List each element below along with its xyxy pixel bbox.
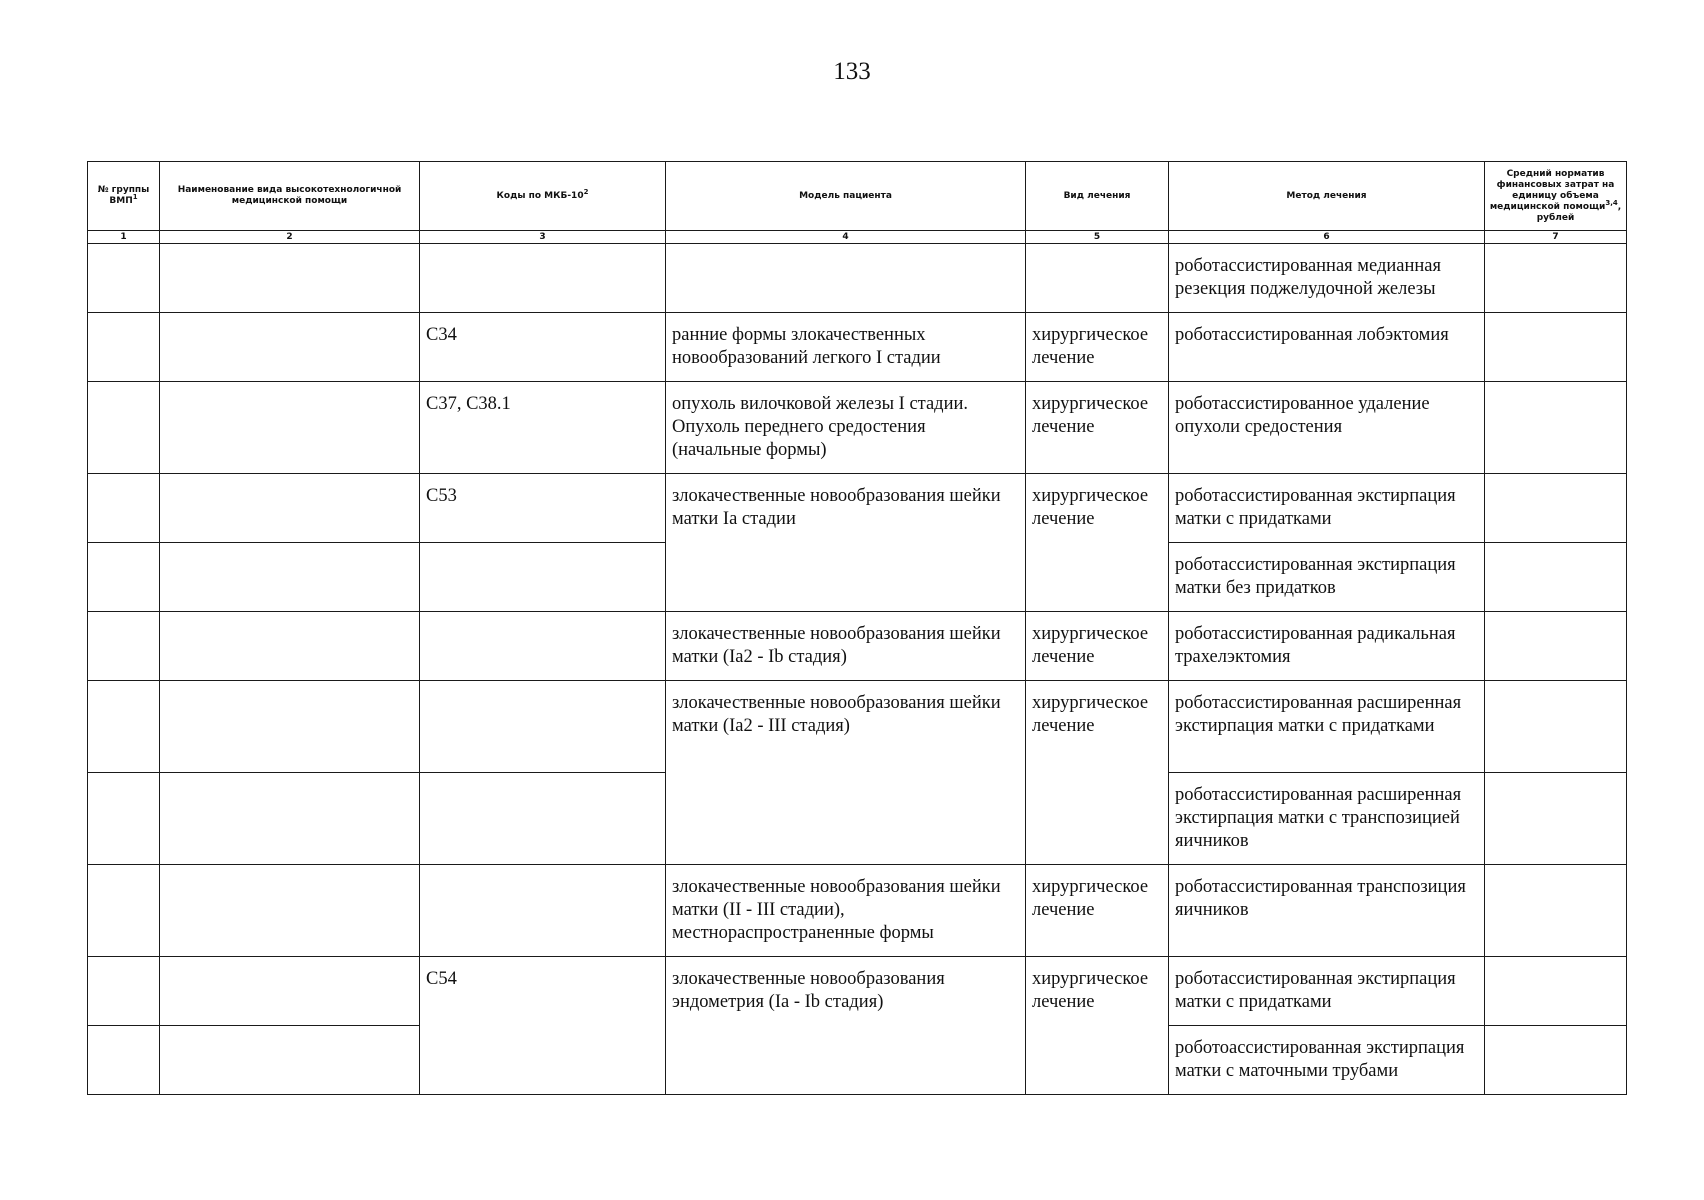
group-number-cell bbox=[88, 382, 160, 474]
group-number-cell bbox=[88, 773, 160, 865]
treatment-method-cell: роботассистированная транспозиция яичников bbox=[1169, 865, 1485, 957]
group-number-cell bbox=[88, 543, 160, 612]
treatment-method-cell: роботассистированная расширенная экстирпация матки с придатками bbox=[1169, 681, 1485, 773]
page-number: 133 bbox=[833, 58, 871, 85]
table-row bbox=[88, 681, 1627, 773]
cost-cell bbox=[1485, 382, 1627, 474]
icd-code-cell: C37, C38.1 bbox=[420, 382, 666, 474]
icd-code-cell bbox=[420, 543, 666, 612]
icd-code-cell bbox=[420, 773, 666, 865]
table-row bbox=[88, 382, 1627, 474]
column-number: 2 bbox=[160, 231, 420, 244]
treatment-method-cell: роботассистированная экстирпация матки с придатками bbox=[1169, 474, 1485, 543]
table-row bbox=[88, 957, 1627, 1026]
icd-code-cell: C53 bbox=[420, 474, 666, 543]
group-number-cell bbox=[88, 244, 160, 313]
treatment-type-cell: хирургическое лечение bbox=[1026, 957, 1169, 1095]
header-patient-model: Модель пациента bbox=[666, 162, 1026, 231]
cost-cell bbox=[1485, 612, 1627, 681]
column-number: 4 bbox=[666, 231, 1026, 244]
patient-model-cell: злокачественные новообразования эндометрия (Ia - Ib стадия) bbox=[666, 957, 1026, 1095]
treatment-method-cell: роботассистированная расширенная экстирпация матки с транспозицией яичников bbox=[1169, 773, 1485, 865]
care-type-cell bbox=[160, 543, 420, 612]
table-row bbox=[88, 612, 1627, 681]
treatment-method-cell: роботассистированное удаление опухоли средостения bbox=[1169, 382, 1485, 474]
care-type-cell bbox=[160, 1026, 420, 1095]
cost-cell bbox=[1485, 244, 1627, 313]
cost-cell bbox=[1485, 865, 1627, 957]
patient-model-cell: ранние формы злокачественных новообразований легкого I стадии bbox=[666, 313, 1026, 382]
column-number: 3 bbox=[420, 231, 666, 244]
treatment-type-cell: хирургическое лечение bbox=[1026, 382, 1169, 474]
cost-cell bbox=[1485, 313, 1627, 382]
cost-cell bbox=[1485, 543, 1627, 612]
column-number: 7 bbox=[1485, 231, 1627, 244]
group-number-cell bbox=[88, 313, 160, 382]
care-type-cell bbox=[160, 474, 420, 543]
header-icd-codes: Коды по МКБ-$10^2$ bbox=[420, 162, 666, 231]
patient-model-cell: злокачественные новообразования шейки матки (Ia2 - III стадия) bbox=[666, 681, 1026, 865]
care-type-cell bbox=[160, 681, 420, 773]
group-number-cell bbox=[88, 1026, 160, 1095]
care-type-cell bbox=[160, 865, 420, 957]
icd-code-cell: C34 bbox=[420, 313, 666, 382]
table-row bbox=[88, 865, 1627, 957]
icd-code-cell bbox=[420, 681, 666, 773]
patient-model-cell: опухоль вилочковой железы I стадии. Опухоль переднего средостения (начальные формы) bbox=[666, 382, 1026, 474]
group-number-cell bbox=[88, 681, 160, 773]
cost-cell bbox=[1485, 1026, 1627, 1095]
table-row bbox=[88, 244, 1627, 313]
header-care-type: Наименование вида высокотехнологичной медицинской помощи bbox=[160, 162, 420, 231]
care-type-cell bbox=[160, 773, 420, 865]
vmp-table bbox=[87, 161, 1627, 1095]
group-number-cell bbox=[88, 865, 160, 957]
table-row bbox=[88, 474, 1627, 543]
treatment-method-cell: роботоассистированная экстирпация матки с маточными трубами bbox=[1169, 1026, 1485, 1095]
table-row bbox=[88, 313, 1627, 382]
icd-code-cell bbox=[420, 244, 666, 313]
patient-model-cell: злокачественные новообразования шейки матки (II - III стадии), местнораспространенные формы bbox=[666, 865, 1026, 957]
care-type-cell bbox=[160, 244, 420, 313]
treatment-type-cell: хирургическое лечение bbox=[1026, 865, 1169, 957]
icd-code-cell: C54 bbox=[420, 957, 666, 1095]
care-type-cell bbox=[160, 957, 420, 1026]
patient-model-cell: злокачественные новообразования шейки матки Ia стадии bbox=[666, 474, 1026, 612]
header-group-number: № группы ВМП$^1$ bbox=[88, 162, 160, 231]
group-number-cell bbox=[88, 957, 160, 1026]
treatment-type-cell: хирургическое лечение bbox=[1026, 474, 1169, 612]
icd-code-cell bbox=[420, 612, 666, 681]
treatment-method-cell: роботассистированная экстирпация матки с придатками bbox=[1169, 957, 1485, 1026]
treatment-method-cell: роботассистированная экстирпация матки без придатков bbox=[1169, 543, 1485, 612]
treatment-method-cell: роботассистированная лобэктомия bbox=[1169, 313, 1485, 382]
icd-code-cell bbox=[420, 865, 666, 957]
group-number-cell bbox=[88, 474, 160, 543]
cost-cell bbox=[1485, 773, 1627, 865]
column-number-row bbox=[88, 231, 1627, 244]
column-number: 5 bbox=[1026, 231, 1169, 244]
header-row bbox=[88, 162, 1627, 231]
treatment-type-cell bbox=[1026, 244, 1169, 313]
patient-model-cell bbox=[666, 244, 1026, 313]
care-type-cell bbox=[160, 313, 420, 382]
header-cost-norm: Средний норматив финансовых затрат на единицу объема медицинской помощи$^{3,4}$, рублей bbox=[1485, 162, 1627, 231]
treatment-type-cell: хирургическое лечение bbox=[1026, 313, 1169, 382]
treatment-type-cell: хирургическое лечение bbox=[1026, 681, 1169, 865]
care-type-cell bbox=[160, 382, 420, 474]
column-number: 6 bbox=[1169, 231, 1485, 244]
column-number: 1 bbox=[88, 231, 160, 244]
treatment-type-cell: хирургическое лечение bbox=[1026, 612, 1169, 681]
care-type-cell bbox=[160, 612, 420, 681]
header-treatment-type: Вид лечения bbox=[1026, 162, 1169, 231]
header-treatment-method: Метод лечения bbox=[1169, 162, 1485, 231]
patient-model-cell: злокачественные новообразования шейки матки (Ia2 - Ib стадия) bbox=[666, 612, 1026, 681]
group-number-cell bbox=[88, 612, 160, 681]
treatment-method-cell: роботассистированная радикальная трахелэктомия bbox=[1169, 612, 1485, 681]
cost-cell bbox=[1485, 957, 1627, 1026]
treatment-method-cell: роботассистированная медианная резекция поджелудочной железы bbox=[1169, 244, 1485, 313]
cost-cell bbox=[1485, 681, 1627, 773]
cost-cell bbox=[1485, 474, 1627, 543]
